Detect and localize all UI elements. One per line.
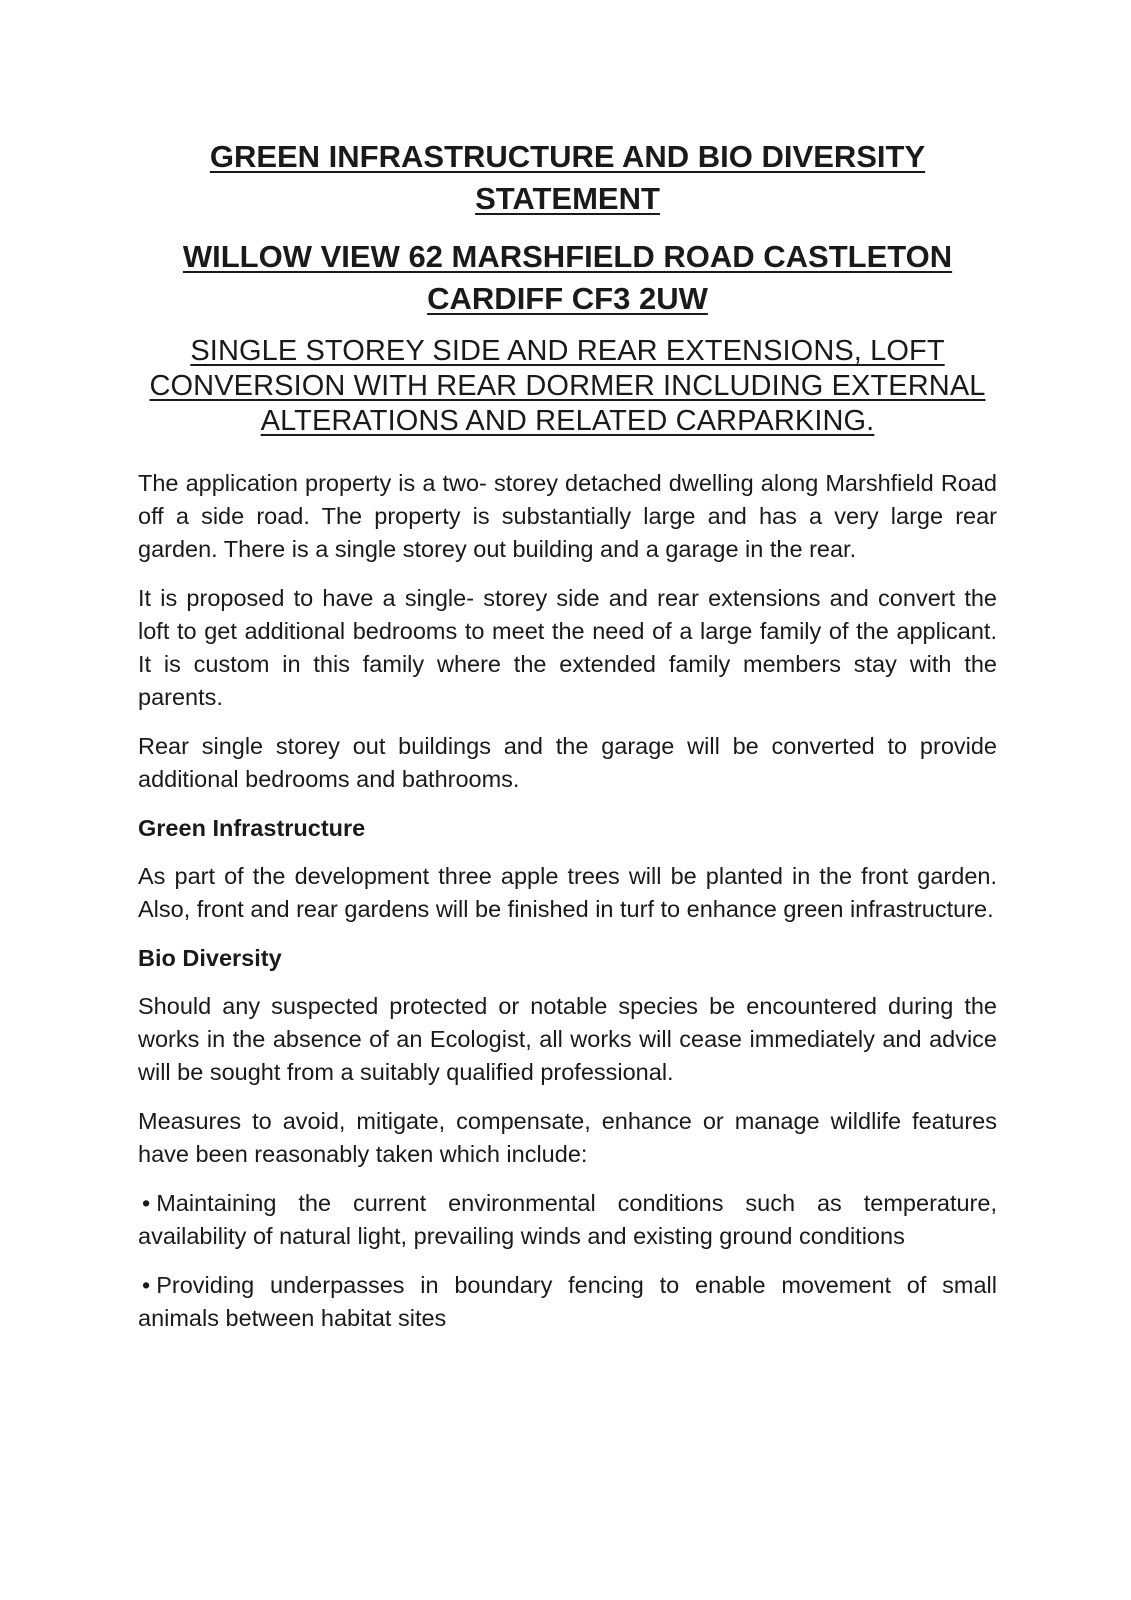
document-page [138, 136, 997, 1351]
intro-paragraph-1: The application property is a two- storey detached dwelling along Marshfield Road off a side road. The property is substantially large and has a very large rear garden. There is a single storey out building and a garage in the rear. [138, 470, 997, 562]
bio-diversity-heading: Bio Diversity [138, 945, 282, 971]
bullet-icon: • [142, 1272, 151, 1298]
bio-diversity-paragraph-1: Should any suspected protected or notable species be encountered during the works in the absence of an Ecologist, all works will cease immediately and advice will be sought from a suitably qualified professional. [138, 993, 997, 1085]
property-address-title: WILLOW VIEW 62 MARSHFIELD ROAD CASTLETON CARDIFF CF3 2UW [182, 239, 953, 316]
bullet-item-1 [138, 1187, 997, 1253]
intro-paragraph-3: Rear single storey out buildings and the garage will be converted to provide additional bedrooms and bathrooms. [138, 733, 997, 792]
bullet-text-2: Providing underpasses in boundary fencing to enable movement of small animals between habitat sites [138, 1272, 997, 1331]
intro-paragraph-2: It is proposed to have a single- storey side and rear extensions and convert the loft to get additional bedrooms to meet the need of a large family of the applicant. It is custom in this family where the extended family members stay with the parents. [138, 585, 997, 710]
bullet-text-1: Maintaining the current environmental conditions such as temperature, availability of natural light, prevailing winds and existing ground conditions [138, 1190, 997, 1249]
green-infrastructure-paragraph: As part of the development three apple trees will be planted in the front garden. Also, front and rear gardens will be finished in turf to enhance green infrastructure. [138, 863, 997, 922]
proposal-description: SINGLE STOREY SIDE AND REAR EXTENSIONS, LOFT CONVERSION WITH REAR DORMER INCLUDING EXTERNAL ALTERATIONS AND RELATED CARPARKING. [149, 335, 986, 437]
bullet-icon: • [142, 1190, 151, 1216]
bullet-item-2 [138, 1269, 997, 1335]
green-infrastructure-heading: Green Infrastructure [138, 815, 366, 841]
bio-diversity-paragraph-2: Measures to avoid, mitigate, compensate, enhance or manage wildlife features have been reasonably taken which include: [138, 1108, 997, 1167]
document-title: GREEN INFRASTRUCTURE AND BIO DIVERSITY STATEMENT [209, 139, 926, 216]
